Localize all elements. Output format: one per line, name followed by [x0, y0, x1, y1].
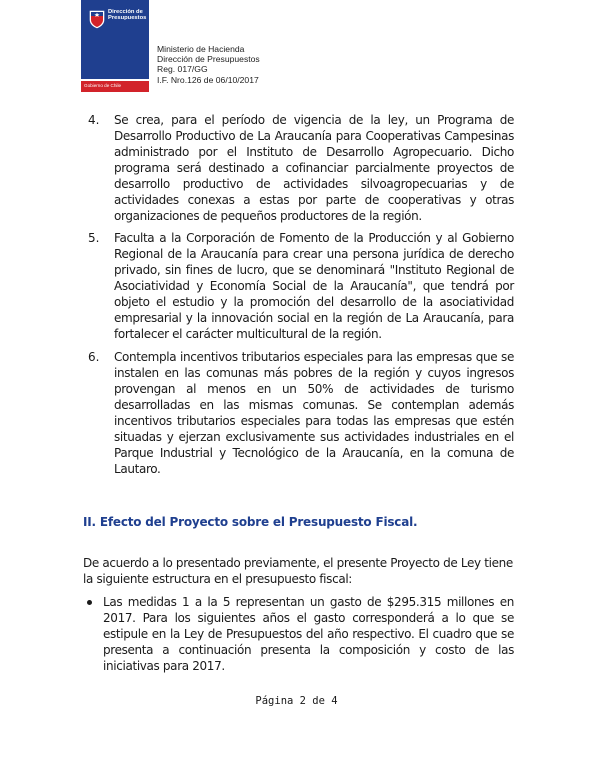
letterhead-directorate: Dirección de Presupuestos — [157, 54, 260, 65]
intro-paragraph: De acuerdo a lo presentado previamente, el presente Proyecto de Ley tiene la siguiente estructura en el presupuesto fiscal: — [83, 556, 513, 586]
list-item — [88, 112, 514, 224]
coat-of-arms-icon — [88, 9, 106, 29]
item-text: Contempla incentivos tributarios especiales para las empresas que se instalen en las comunas más pobres de la región y cuyos ingresos provengan al menos en un 50% de actividades de turismo desarrolladas en las mismas comunas. Se contemplan además incentivos tributarios especiales para todas las empresas que estén situadas y ejerzan exclusivamente sus actividades industriales en el Parque Industrial y Tecnológico de la Araucanía, en la comuna de Lautaro. — [114, 350, 514, 476]
item-number: 6. — [88, 350, 100, 364]
list-item — [88, 230, 514, 342]
letterhead-ministry: Ministerio de Hacienda — [157, 44, 245, 54]
item-text: Se crea, para el período de vigencia de la ley, un Programa de Desarrollo Productivo de La Araucanía para Cooperativas Campesinas administrado por el Instituto de Desarrollo Agropecuario. Dicho programa será destinado a cofinanciar parcialmente proyectos de desarrollo productivo de actividades silvoagropecuarias y de actividades conexas a estas por parte de cooperativas y otras organizaciones de pequeños productores de la región. — [114, 113, 514, 223]
logo-title: Dirección de Presupuestos — [108, 9, 147, 22]
letterhead-report-number: I.F. Nro.126 de 06/10/2017 — [157, 74, 259, 85]
item-number: 4. — [88, 113, 100, 127]
bullet-item — [85, 594, 514, 674]
government-logo — [81, 0, 149, 92]
bullet-text: Las medidas 1 a la 5 representan un gasto de $295.315 millones en 2017. Para los siguientes años el gasto corresponderá a lo que se estipule en la Ley de Presupuestos del año respectivo. El cuadro que se presenta a continuación presenta la composición y costo de las iniciativas para 2017. — [103, 595, 514, 673]
letterhead — [157, 44, 260, 85]
item-number: 5. — [88, 231, 100, 245]
letterhead-reg: Reg. 017/GG — [157, 64, 208, 75]
list-item — [88, 349, 514, 477]
bullet-icon — [87, 600, 92, 605]
item-text: Faculta a la Corporación de Fomento de la Producción y al Gobierno Regional de la Araucanía para crear una persona jurídica de derecho privado, sin fines de lucro, que se denominará "Instituto Regional de Asociatividad y Economía Social de la Araucanía", que tendrá por objeto el estudio y la promoción del desarrollo de la asociatividad empresarial y la innovación social en la región de La Araucanía, para fortalecer el carácter multicultural de la región. — [114, 231, 514, 341]
section-heading: II. Efecto del Proyecto sobre el Presupuesto Fiscal. — [83, 515, 418, 529]
logo-footer: Gobierno de Chile — [84, 83, 122, 88]
page-number: Página 2 de 4 — [255, 695, 338, 707]
